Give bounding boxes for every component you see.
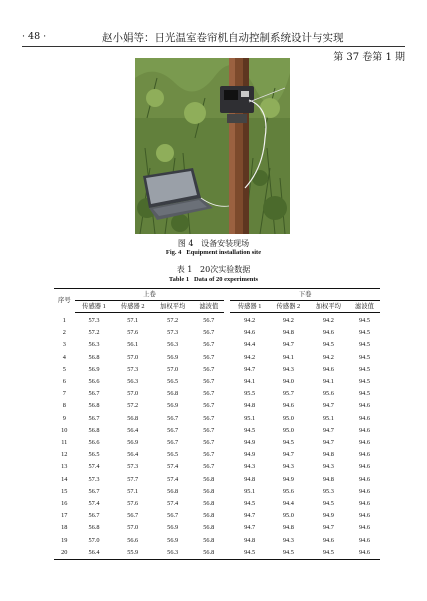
table-cell: 57.6	[127, 329, 139, 337]
figure-title-en: Equipment installation site	[186, 249, 262, 256]
table-cell: 57.2	[167, 317, 179, 324]
upper-weighted-header: 加权平均	[152, 301, 193, 313]
table-cell: 56.8	[88, 402, 100, 410]
table-cell: 94.8	[282, 524, 294, 532]
table-cell: 56.5	[167, 378, 179, 386]
table-cell: 56.8	[88, 426, 100, 434]
table-row	[54, 388, 380, 400]
table-caption-en	[0, 276, 427, 283]
table-cell: 57.3	[127, 463, 139, 471]
table-cell: 56.8	[193, 547, 224, 560]
table-row	[54, 498, 380, 510]
table-cell: 56.7	[203, 463, 215, 471]
table-row	[54, 364, 380, 376]
table-cell: 56.7	[88, 487, 100, 495]
table-cell: 56.9	[88, 365, 100, 373]
table-cell: 55.9	[113, 547, 152, 560]
table-cell: 94.9	[244, 451, 256, 459]
table-cell: 56.7	[203, 414, 215, 422]
table-cell: 94.6	[322, 536, 334, 544]
table-cell: 94.5	[358, 390, 370, 398]
table-cell: 94.4	[244, 341, 256, 349]
figure-label-cn: 图 4	[177, 239, 194, 248]
table-cell: 56.7	[203, 329, 215, 337]
table-cell: 95.1	[322, 414, 334, 422]
table-cell: 94.5	[358, 341, 370, 349]
equipment-photo-illustration	[135, 58, 290, 234]
table-cell: 94.2	[322, 317, 334, 324]
table-cell: 57.4	[167, 475, 179, 483]
table-cell: 94.3	[282, 463, 294, 471]
table-cell: 57.3	[127, 365, 139, 373]
table-cell: 94.6	[358, 451, 370, 459]
row-index-cell: 17	[61, 512, 68, 520]
row-index-cell: 2	[62, 329, 66, 337]
table-cell: 56.6	[88, 378, 100, 386]
table-row	[54, 437, 380, 449]
row-index-cell: 13	[61, 463, 68, 471]
table-row	[54, 449, 380, 461]
row-index-cell: 11	[61, 439, 68, 447]
table-cell: 57.3	[88, 317, 100, 324]
table-row	[54, 376, 380, 388]
table-cell: 56.8	[167, 487, 179, 495]
table-row	[54, 339, 380, 351]
table-cell: 56.7	[203, 451, 215, 459]
table-row	[54, 547, 380, 560]
table-cell: 57.0	[127, 353, 139, 361]
header-rule	[22, 46, 405, 47]
table-cell: 94.5	[269, 547, 308, 560]
table-row	[54, 313, 380, 328]
table-cell: 95.0	[282, 414, 294, 422]
index-header: 序号	[54, 289, 75, 313]
table-cell: 56.7	[203, 341, 215, 349]
row-index-cell: 14	[61, 475, 68, 483]
table-cell: 57.4	[88, 500, 100, 508]
table-cell: 56.9	[167, 402, 179, 410]
table-cell: 94.6	[349, 547, 380, 560]
row-index-cell: 16	[61, 500, 68, 508]
lower-sensor2-header: 传感器 2	[269, 301, 308, 313]
table-cell: 57.0	[127, 390, 139, 398]
table-cell: 94.7	[282, 341, 294, 349]
table-cell: 56.5	[167, 451, 179, 459]
table-cell: 94.5	[308, 547, 349, 560]
table-cell: 95.0	[282, 512, 294, 520]
table-cell: 56.7	[203, 439, 215, 447]
table-cell: 94.1	[244, 378, 256, 386]
table-cell: 56.9	[127, 439, 139, 447]
table-cell: 94.8	[282, 329, 294, 337]
table-caption-cn	[0, 264, 427, 275]
table-cell: 94.6	[282, 402, 294, 410]
table-cell: 56.7	[88, 414, 100, 422]
table-cell: 94.8	[244, 536, 256, 544]
table-cell: 56.9	[167, 536, 179, 544]
table-cell: 94.3	[322, 463, 334, 471]
row-index-cell: 20	[54, 547, 75, 560]
lower-group-header: 下卷	[230, 289, 380, 301]
row-index-cell: 9	[62, 414, 66, 422]
row-index-cell: 10	[61, 426, 68, 434]
table-cell: 56.9	[167, 524, 179, 532]
table-cell: 94.6	[358, 414, 370, 422]
table-row	[54, 425, 380, 437]
table-cell: 94.7	[322, 524, 334, 532]
table-cell: 56.7	[203, 378, 215, 386]
table-cell: 95.1	[244, 487, 256, 495]
table-cell: 94.6	[358, 524, 370, 532]
lower-weighted-header: 加权平均	[308, 301, 349, 313]
table-cell: 95.3	[322, 487, 334, 495]
upper-sensor1-header: 传感器 1	[75, 301, 114, 313]
table-cell: 57.4	[167, 463, 179, 471]
table-cell: 94.8	[322, 451, 334, 459]
table-cell: 94.8	[244, 402, 256, 410]
table-cell: 94.2	[282, 317, 294, 324]
table-row	[54, 327, 380, 339]
table-cell: 57.3	[167, 329, 179, 337]
table-cell: 57.4	[167, 500, 179, 508]
row-index-cell: 7	[62, 390, 66, 398]
table-cell: 94.7	[244, 524, 256, 532]
figure-label-en: Fig. 4	[165, 249, 182, 256]
table-cell: 56.5	[88, 451, 100, 459]
table-cell: 57.1	[127, 317, 139, 324]
table-cell: 56.7	[167, 439, 179, 447]
row-index-cell: 12	[61, 451, 68, 459]
table-cell: 57.1	[127, 487, 139, 495]
upper-filtered-header: 滤波值	[193, 301, 224, 313]
table-label-en: Table 1	[168, 276, 190, 283]
table-row	[54, 535, 380, 547]
table-cell: 94.6	[358, 463, 370, 471]
table-cell: 94.5	[244, 500, 256, 508]
table-cell: 94.5	[358, 317, 370, 324]
table-cell: 94.3	[282, 365, 294, 373]
lower-filtered-header: 滤波值	[349, 301, 380, 313]
table-cell: 56.8	[203, 536, 215, 544]
table-cell: 56.7	[167, 414, 179, 422]
table-cell: 56.3	[127, 378, 139, 386]
table-cell: 94.6	[322, 365, 334, 373]
table-cell: 57.0	[127, 524, 139, 532]
table-cell: 57.7	[127, 475, 139, 483]
table-cell: 94.6	[244, 329, 256, 337]
table-cell: 94.7	[322, 402, 334, 410]
table-cell: 94.4	[282, 500, 294, 508]
figure-caption-cn	[0, 238, 427, 249]
running-title: 赵小娟等：日光温室卷帘机自动控制系统设计与实现	[102, 32, 344, 44]
table-cell: 94.7	[244, 512, 256, 520]
table-cell: 56.7	[203, 402, 215, 410]
table-cell: 94.1	[322, 378, 334, 386]
table-cell: 95.5	[244, 390, 256, 398]
table-cell: 94.6	[358, 512, 370, 520]
table-cell: 56.7	[203, 365, 215, 373]
table-cell: 94.3	[282, 536, 294, 544]
volume-issue: 第 37 卷第 1 期	[333, 52, 405, 63]
table-cell: 57.3	[88, 475, 100, 483]
table-cell: 56.8	[88, 353, 100, 361]
table-cell: 94.6	[358, 500, 370, 508]
table-cell: 94.6	[358, 426, 370, 434]
table-cell: 94.6	[358, 475, 370, 483]
row-index-cell: 4	[62, 353, 66, 361]
table-cell: 94.7	[282, 451, 294, 459]
table-cell: 94.0	[282, 378, 294, 386]
page-number: · 48 ·	[22, 31, 47, 42]
row-index-cell: 19	[61, 536, 68, 544]
table-cell: 94.6	[322, 329, 334, 337]
table-cell: 56.3	[152, 547, 193, 560]
table-cell: 57.0	[167, 365, 179, 373]
table-label-cn: 表 1	[176, 265, 193, 274]
table-cell: 56.7	[203, 317, 215, 324]
row-index-cell: 18	[61, 524, 68, 532]
table-cell: 94.5	[322, 341, 334, 349]
table-cell: 94.5	[358, 378, 370, 386]
table-cell: 94.5	[244, 426, 256, 434]
table-cell: 56.8	[127, 414, 139, 422]
table-cell: 94.5	[358, 365, 370, 373]
table-body	[54, 313, 380, 560]
row-index-cell: 1	[62, 316, 66, 324]
table-cell: 56.8	[203, 475, 215, 483]
table-cell: 57.4	[88, 463, 100, 471]
table-cell: 95.6	[282, 487, 294, 495]
table-cell: 94.1	[282, 353, 294, 361]
table-cell: 94.7	[322, 439, 334, 447]
table-cell: 94.6	[358, 402, 370, 410]
table-cell: 94.5	[230, 547, 269, 560]
table-cell: 95.0	[282, 426, 294, 434]
table-cell: 57.0	[88, 536, 100, 544]
row-index-cell: 3	[62, 341, 66, 349]
table-row	[54, 474, 380, 486]
table-cell: 56.7	[203, 353, 215, 361]
table-cell: 94.2	[244, 317, 256, 324]
table-cell: 56.4	[127, 426, 139, 434]
table-cell: 56.7	[203, 426, 215, 434]
table-cell: 94.5	[322, 500, 334, 508]
row-index-cell: 8	[62, 402, 66, 410]
table-row	[54, 413, 380, 425]
table-cell: 57.2	[127, 402, 139, 410]
table-cell: 95.7	[282, 390, 294, 398]
table-title-cn: 20次实验数据	[200, 265, 251, 274]
table-cell: 94.8	[244, 475, 256, 483]
table-title-en: Data of 20 experiments	[193, 276, 259, 283]
table-cell: 56.6	[88, 439, 100, 447]
table-cell: 95.6	[322, 390, 334, 398]
table-cell: 56.3	[88, 341, 100, 349]
table-cell: 94.9	[322, 512, 334, 520]
table-cell: 94.9	[244, 439, 256, 447]
experiment-data-table	[54, 288, 380, 560]
table-cell: 56.8	[203, 512, 215, 520]
table-cell: 95.1	[244, 414, 256, 422]
table-cell: 56.4	[127, 451, 139, 459]
figure-caption-en	[0, 249, 427, 256]
table-cell: 56.7	[88, 390, 100, 398]
table-cell: 94.8	[322, 475, 334, 483]
table-cell: 94.6	[358, 487, 370, 495]
table-cell: 56.7	[203, 390, 215, 398]
table-cell: 94.5	[358, 329, 370, 337]
upper-sensor2-header: 传感器 2	[113, 301, 152, 313]
table-cell: 94.7	[322, 426, 334, 434]
table-cell: 56.8	[203, 524, 215, 532]
table-cell: 56.6	[127, 536, 139, 544]
table-row	[54, 522, 380, 534]
table-cell: 56.4	[75, 547, 114, 560]
upper-group-header: 上卷	[75, 289, 225, 301]
table-cell: 94.2	[244, 353, 256, 361]
running-header	[22, 30, 405, 46]
table-cell: 56.8	[203, 500, 215, 508]
table-cell: 56.1	[127, 341, 139, 349]
table-cell: 56.8	[203, 487, 215, 495]
table-cell: 56.7	[88, 512, 100, 520]
row-index-cell: 15	[61, 487, 68, 495]
table-cell: 56.3	[167, 341, 179, 349]
table-row	[54, 486, 380, 498]
table-row	[54, 352, 380, 364]
table-cell: 56.9	[167, 353, 179, 361]
table-cell: 57.2	[88, 329, 100, 337]
table-cell: 94.2	[322, 353, 334, 361]
table-cell: 56.8	[88, 524, 100, 532]
equipment-photo	[135, 58, 290, 234]
table-cell: 94.9	[282, 475, 294, 483]
table-cell: 57.6	[127, 500, 139, 508]
figure-title-cn: 设备安装现场	[201, 239, 250, 248]
table-row	[54, 400, 380, 412]
table-cell: 94.5	[358, 353, 370, 361]
row-index-cell: 6	[62, 378, 66, 386]
lower-sensor1-header: 传感器 1	[230, 301, 269, 313]
table-cell: 56.7	[167, 426, 179, 434]
table-row	[54, 461, 380, 473]
table-row	[54, 510, 380, 522]
table-cell: 94.5	[282, 439, 294, 447]
table-cell: 94.7	[244, 365, 256, 373]
table-cell: 94.6	[358, 536, 370, 544]
table-cell: 94.3	[244, 463, 256, 471]
table-cell: 56.8	[167, 390, 179, 398]
table-cell: 56.7	[127, 512, 139, 520]
table-cell: 56.7	[167, 512, 179, 520]
table-cell: 94.6	[358, 439, 370, 447]
row-index-cell: 5	[62, 365, 66, 373]
